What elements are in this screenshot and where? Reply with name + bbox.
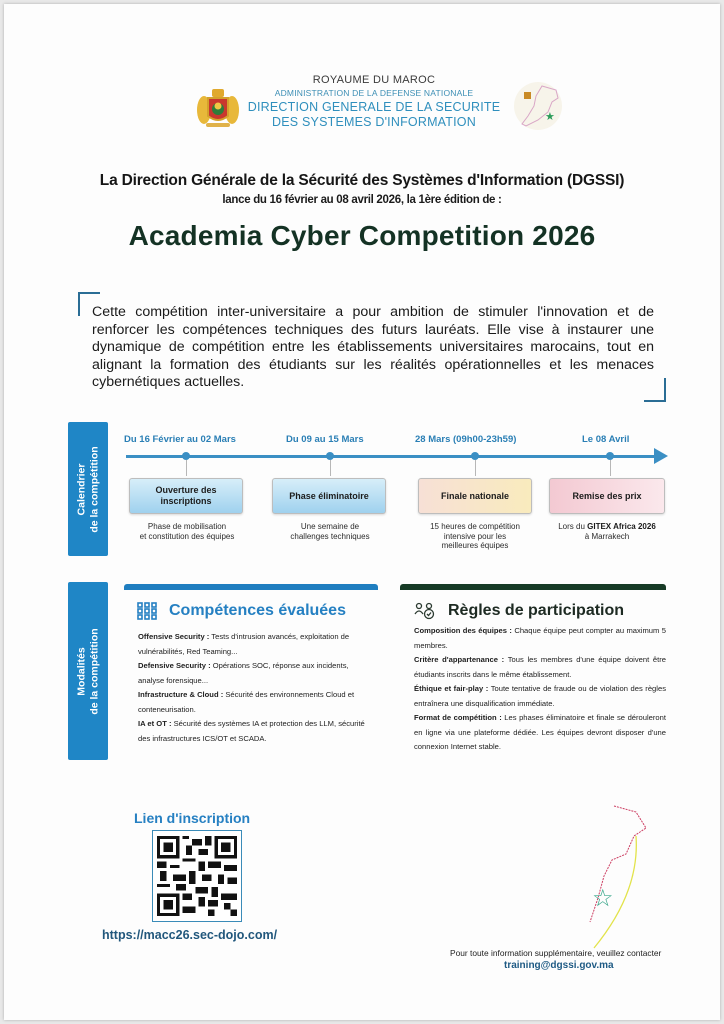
morocco-map-icon [574, 802, 664, 952]
timeline-step-registration [129, 478, 243, 514]
rule-item [414, 682, 666, 711]
modalities-band-label [76, 628, 101, 714]
skill-term: Defensive Security : [138, 661, 211, 670]
timeline-dot [471, 452, 479, 460]
desc-line: à Marrakech [584, 531, 630, 541]
skill-item [138, 659, 374, 688]
calendar-band-label [76, 446, 101, 532]
qr-code[interactable] [152, 830, 242, 922]
rule-text: Les phases éliminatoire et finale se dérouleront en ligne via une plateforme dédiée. Les équipes devront disposer d'une connexion Internet stable. [414, 713, 666, 751]
timeline-desc-2 [268, 522, 392, 541]
skill-term: Offensive Security : [138, 632, 210, 641]
desc-line: et constitution des équipes [139, 531, 235, 541]
timeline-desc-1 [122, 522, 252, 541]
timeline-stem [186, 460, 187, 476]
rules-title-text: Règles de participation [448, 602, 625, 619]
step-label-line1: Ouverture des [155, 485, 217, 495]
header-line-systems: DES SYSTEMES D'INFORMATION [272, 115, 476, 129]
rule-term: Composition des équipes : [414, 626, 512, 635]
skills-card-bar [124, 584, 378, 590]
intro-dates: lance du 16 février au 08 avril 2026, la 1ère édition de : [222, 194, 502, 206]
svg-text:★: ★ [545, 110, 555, 123]
desc-line: 15 heures de compétition [430, 522, 520, 531]
timeline-stem [330, 460, 331, 476]
header-line-administration: ADMINISTRATION DE LA DEFENSE NATIONALE [274, 88, 474, 98]
desc-line: Une semaine de [300, 522, 360, 531]
step-label: Finale nationale [440, 490, 509, 501]
skill-text: Opérations SOC, réponse aux incidents, analyse forensique... [138, 661, 349, 685]
rule-text: Toute tentative de fraude ou de violation des règles entraînera une disqualification immédiate. [414, 684, 666, 708]
institution-header [244, 74, 504, 129]
calendar-band-line1: Calendrier [75, 463, 88, 515]
registration-link[interactable]: https://macc26.sec-dojo.com/ [102, 928, 278, 942]
skill-term: IA et OT : [138, 719, 172, 728]
desc-line: intensive pour les [443, 531, 507, 541]
people-check-icon [414, 602, 436, 620]
step-label: Remise des prix [572, 490, 642, 501]
rules-card-bar [400, 584, 666, 590]
modalities-band-line1: Modalités [75, 646, 88, 696]
timeline-arrow-icon [654, 448, 668, 464]
timeline-dot [182, 452, 190, 460]
timeline-step-final [418, 478, 532, 514]
qr-code-icon [157, 835, 237, 917]
rule-term: Critère d'appartenance : [414, 655, 505, 664]
timeline-stem [475, 460, 476, 476]
poster-page [4, 4, 720, 1020]
skill-text: Tests d'intrusion avancés, exploitation de vulnérabilités, Red Teaming... [138, 632, 350, 656]
description-text: Cette compétition inter-universitaire a pour ambition de stimuler l'innovation et de renforcer les compétences techniques des futurs lauréats. Elle vise à instaurer une dynamique de compétition entre les établissements universitaires marocains, tout en alignant la formation des étudiants sur les réalités opérationnelles et les menaces cybernétiques actuelles. [92, 304, 654, 390]
contact-email[interactable]: training@dgssi.gov.ma [504, 960, 614, 971]
intro-organization: La Direction Générale de la Sécurité des Systèmes d'Information (DGSSI) [99, 172, 625, 189]
rules-list [414, 624, 666, 755]
skills-title-text: Compétences évaluées [169, 602, 346, 619]
skill-text: Sécurité des environnements Cloud et conteneurisation. [138, 690, 355, 714]
skills-card-title [137, 602, 346, 620]
coat-of-arms-icon [194, 84, 242, 132]
contact-text: Pour toute information supplémentaire, veuillez contacter [450, 948, 662, 958]
registration-title: Lien d'inscription [134, 810, 251, 826]
desc-event-name: GITEX Africa 2026 [587, 522, 656, 531]
desc-prefix: Lors du [558, 522, 588, 531]
calendar-band-line2: de la compétition [88, 445, 100, 533]
desc-line [544, 522, 670, 532]
calendar-band [68, 422, 108, 556]
modalities-band [68, 582, 108, 760]
step-label-line2: inscriptions [160, 496, 212, 506]
rule-item [414, 711, 666, 755]
timeline-dot [326, 452, 334, 460]
rule-item [414, 653, 666, 682]
skill-item [138, 630, 374, 659]
step-label: Phase éliminatoire [289, 490, 369, 501]
skill-term: Infrastructure & Cloud : [138, 690, 224, 699]
timeline-date-1: Du 16 Février au 02 Mars [124, 434, 236, 445]
timeline-dot [606, 452, 614, 460]
skill-item [138, 717, 374, 746]
timeline-date-2: Du 09 au 15 Mars [286, 434, 364, 445]
morocco-map-icon [512, 80, 564, 132]
desc-line: challenges techniques [290, 531, 370, 541]
timeline-date-4: Le 08 Avril [582, 434, 630, 445]
desc-line: meilleures équipes [441, 541, 509, 550]
timeline-line [126, 455, 656, 458]
timeline-step-awards [549, 478, 665, 514]
modalities-band-line2: de la compétition [88, 627, 100, 715]
rule-text: Tous les membres d'une équipe doivent être étudiants inscrits dans le même établissement. [414, 655, 666, 679]
skills-list [138, 630, 374, 746]
header-line-direction: DIRECTION GENERALE DE LA SECURITE [247, 100, 501, 114]
page-title: Academia Cyber Competition 2026 [128, 220, 596, 251]
svg-text:☆: ☆ [592, 884, 614, 912]
timeline-step-elimination [272, 478, 386, 514]
timeline-date-3: 28 Mars (09h00-23h59) [415, 434, 517, 445]
rule-item [414, 624, 666, 653]
header-line-kingdom: ROYAUME DU MAROC [312, 74, 436, 86]
timeline-desc-4 [544, 522, 670, 541]
grid-icon [137, 602, 157, 620]
bracket-bottom-right [644, 378, 666, 402]
skill-text: Sécurité des systèmes IA et protection des LLM, sécurité des infrastructures ICS/OT et SCADA. [138, 719, 365, 743]
rule-term: Format de compétition : [414, 713, 502, 722]
rule-text: Chaque équipe peut compter au maximum 5 membres. [414, 626, 666, 650]
rules-card-title [414, 602, 624, 620]
desc-line: Phase de mobilisation [147, 522, 227, 531]
timeline-stem [610, 460, 611, 476]
timeline-desc-3 [412, 522, 538, 551]
skill-item [138, 688, 374, 717]
rule-term: Éthique et fair-play : [414, 684, 489, 693]
